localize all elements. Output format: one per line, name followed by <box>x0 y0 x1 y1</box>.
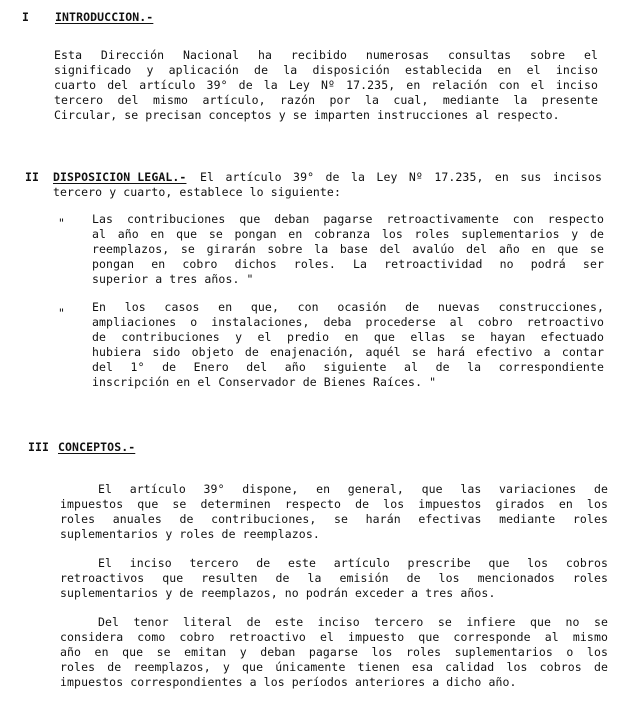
paragraph-line: retroactivos que resulten de la emisión de los mencionados roles <box>60 571 608 585</box>
quote-line: En los casos en que, con ocasión de nuevas construcciones, <box>92 300 604 314</box>
paragraph-line: Esta Dirección Nacional ha recibido numerosas consultas sobre el <box>54 48 598 62</box>
quote-line: ampliaciones o instalaciones, deba procederse al cobro retroactivo <box>92 315 604 329</box>
paragraph-line: El artículo 39° dispone, en general, que las variaciones de <box>98 482 608 496</box>
paragraph-line: roles anuales de contribuciones, se harán efectivas mediante roles <box>60 512 608 526</box>
section-title: INTRODUCCION.- <box>55 10 154 24</box>
quote-line: de contribuciones y el predio en que ellas se hayan efectuado <box>92 330 604 344</box>
paragraph-line: impuestos correspondientes a los períodos anteriores a dicho año. <box>60 675 517 689</box>
quote-line: Las contribuciones que deban pagarse retroactivamente con respecto <box>92 212 604 226</box>
paragraph-line: tercero del mismo artículo, razón por la cual, mediante la presente <box>54 93 598 107</box>
quote-line: inscripción en el Conservador de Bienes Raíces. " <box>92 375 437 389</box>
paragraph-line: significado y aplicación de la disposición establecida en el inciso <box>54 63 598 77</box>
quote-mark: " <box>58 306 66 320</box>
paragraph-line: considera como cobro retroactivo el impuesto que corresponde al mismo <box>60 630 608 644</box>
paragraph-line: tercero y cuarto, establece lo siguiente: <box>53 185 341 199</box>
paragraph-line: El inciso tercero de este artículo prescribe que los cobros <box>98 556 608 570</box>
section-number: I <box>22 10 30 24</box>
section-title: CONCEPTOS.- <box>58 440 136 454</box>
quote-line: pongan en cobro dichos roles. La retroactividad no podrá ser <box>92 257 604 271</box>
quote-line: del 1° de Enero del año siguiente al de la correspondiente <box>92 360 604 374</box>
section-number: II <box>25 170 40 184</box>
quote-line: superior a tres años. " <box>92 272 254 286</box>
quote-mark: " <box>58 216 66 230</box>
paragraph-line: suplementarios y roles de reemplazos. <box>60 527 320 541</box>
paragraph-line: Circular, se precisan conceptos y se imparten instrucciones al respecto. <box>54 108 560 122</box>
quote-line: al año en que se pongan en cobranza los roles suplementarios y de <box>92 227 604 241</box>
quote-line: reemplazos, se girarán sobre la base del avalúo del año en que se <box>92 242 604 256</box>
paragraph-line: El artículo 39° de la Ley Nº 17.235, en sus incisos <box>200 170 602 184</box>
paragraph-line: cuarto del artículo 39° de la Ley Nº 17.235, en relación con el inciso <box>54 78 598 92</box>
paragraph-line: roles de reemplazos, y que únicamente tienen esa calidad los cobros de <box>60 660 608 674</box>
paragraph-line: año en que se emitan y deban pagarse los roles suplementarios o los <box>60 645 608 659</box>
paragraph-line: impuestos que se determinen respecto de los impuestos girados en los <box>60 497 608 511</box>
section-title: DISPOSICION LEGAL.- <box>53 170 187 184</box>
quote-line: hubiera sido objeto de enajenación, aquél se hará efectivo a contar <box>92 345 604 359</box>
paragraph-line: Del tenor literal de este inciso tercero se infiere que no se <box>98 615 608 629</box>
paragraph-line: suplementarios y de reemplazos, no podrán exceder a tres años. <box>60 586 496 600</box>
section-number: III <box>28 440 50 454</box>
